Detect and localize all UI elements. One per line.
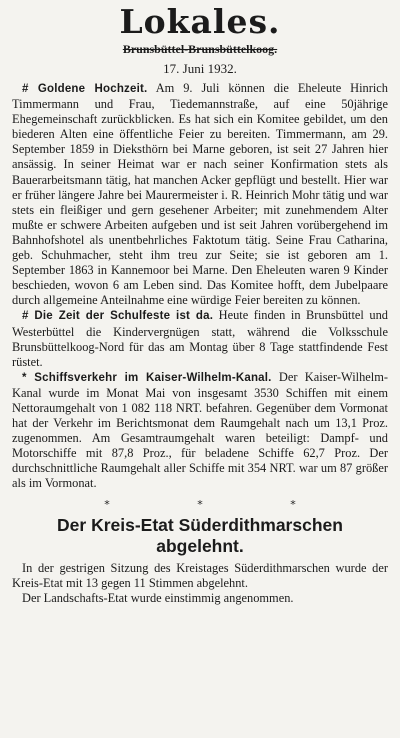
masthead: Lokales.	[119, 2, 281, 41]
headline-subline: abgelehnt.	[156, 535, 244, 556]
article-golden-wedding	[12, 81, 388, 308]
article-paragraph: In der gestrigen Sitzung des Kreistages Süderdithmarschen wurde der Kreis-Etat mit 13 gegen 11 Stimmen abgelehnt.	[12, 560, 388, 590]
article-paragraph	[12, 370, 388, 492]
article-lead: # Die Zeit der Schulfeste ist da.	[22, 310, 214, 323]
article-lead: * Schiffsverkehr im Kaiser-Wilhelm-Kanal.	[22, 371, 272, 384]
article-school-festivals	[12, 308, 388, 369]
article-text: Der Kaiser-Wilhelm-Kanal wurde im Monat Mai von insgesamt 3530 Schiffen mit einem Nettoraumgehalt von 1 082 118 NRT. befahren. Gegenüber dem Vormonat hat der Verkehr im Berichtsmonat dem Raumgehalt nach um 13,1 Proz. zugenommen. Am Gesamtraumgehalt waren beteiligt: Dampf- und Motorschiffe mit 87,8 Proz., für beladene Schiffe 62,7 Proz. Der durchschnittliche Raumgehalt aller Schiffe mit 354 NRT. war um 87 größer als im Vormonat.	[12, 369, 389, 491]
headline: Der Kreis-Etat Süderdithmarschen	[57, 514, 343, 535]
article-paragraph	[12, 308, 388, 369]
dateline: Brunsbüttel-Brunsbüttelkoog.	[122, 42, 278, 56]
article-paragraph	[12, 81, 388, 308]
article-lead: # Goldene Hochzeit.	[22, 83, 148, 95]
section-separator: * * *	[104, 497, 338, 511]
article-district-budget	[12, 561, 388, 606]
article-text: Am 9. Juli können die Eheleute Hinrich Timmermann und Frau, Tiedemannstraße, auf eine 50jährige Ehegemeinschaft zurückblicken. Es hat sich ein Komitee gebildet, um den biederen Alten eine öffentliche Feier zu bereiten. Timmermann, am 29. September 1859 in Dieksthörn bei Marne geboren, ist seit 27 Jahren hier ansässig. In seiner Heimat war er nach seiner Konfirmation stets als Bauerarbeitsmann tätig, hat manchen Acker gepflügt und bestellt. Hier war er früher längere Jahre bei Maurermeister i. R. Heinrich Mohr tätig und war stets ein fleißiger und gern gesehener Arbeiter; mit zunehmendem Alter mußte er schwere Arbeiten aufgeben und ist seit Jahren vorübergehend im Bahnhofshotel als unentbehrliches Faktotum tätig. Seine Frau Catharina, geb. Schuhmacher, steht ihm treu zur Seite; sie ist geboren am 1. September 1863 in Kannemoor bei Marne. Den Eheleuten waren 9 Kinder beschieden, wovon 6 am Leben sind. Das Komitee hofft, dem Jubelpaare durch allgemeine Anteilnahme eine würdige Feier bereiten zu können.	[12, 81, 388, 308]
article-text: Heute finden in Brunsbüttel und Westerbüttel die Kindervergnügen statt, während die Volksschule Brunsbüttelkoog-Nord für das am Montag über 8 Tage stattfindende Fest rüstet.	[12, 308, 388, 369]
article-canal-traffic	[12, 370, 388, 492]
article-paragraph: Der Landschafts-Etat wurde einstimmig angenommen.	[22, 590, 294, 605]
issue-date: 17. Juni 1932.	[163, 61, 237, 76]
